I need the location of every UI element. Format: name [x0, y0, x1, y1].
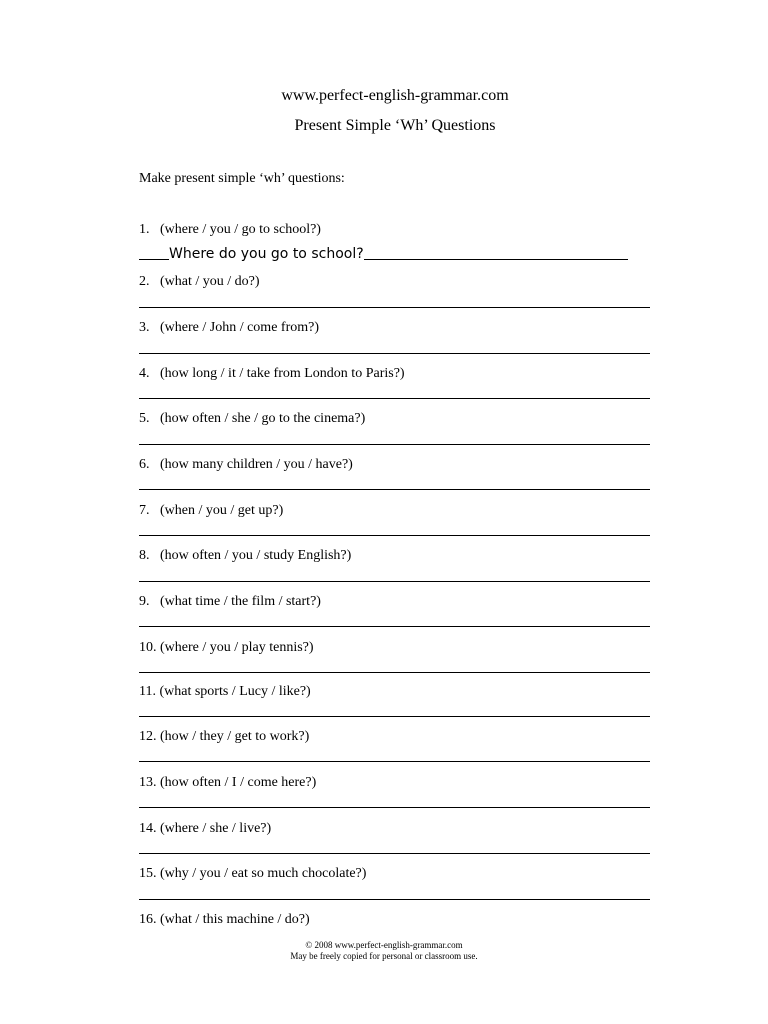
question-prompt: 7. (when / you / get up?) — [139, 503, 284, 518]
footer — [0, 940, 768, 962]
question-prompt: 11. (what sports / Lucy / like?) — [139, 684, 311, 699]
answer-line — [139, 398, 650, 399]
question-prompt: 16. (what / this machine / do?) — [139, 912, 310, 927]
page-title: Present Simple ‘Wh’ Questions — [294, 117, 496, 134]
question-prompt: 3. (where / John / come from?) — [139, 320, 319, 335]
answer-blank-tail — [364, 245, 628, 260]
question-prompt: 13. (how often / I / come here?) — [139, 775, 317, 790]
answer-line — [139, 807, 650, 808]
answer-line — [139, 307, 650, 308]
answer-blank-lead — [139, 245, 169, 260]
answer-line — [139, 581, 650, 582]
answer-line — [139, 444, 650, 445]
question-prompt: 1. (where / you / go to school?) — [139, 222, 321, 237]
example-answer: Where do you go to school? — [169, 246, 364, 262]
question-prompt: 9. (what time / the film / start?) — [139, 594, 321, 609]
answer-line — [139, 353, 650, 354]
question-prompt: 14. (where / she / live?) — [139, 821, 272, 836]
answer-line — [139, 626, 650, 627]
question-prompt: 12. (how / they / get to work?) — [139, 729, 310, 744]
instruction: Make present simple ‘wh’ questions: — [139, 171, 345, 186]
question-prompt: 5. (how often / she / go to the cinema?) — [139, 411, 366, 426]
copyright-notice: © 2008 www.perfect-english-grammar.com — [305, 940, 463, 950]
question-prompt: 8. (how often / you / study English?) — [139, 548, 352, 563]
answer-line — [139, 535, 650, 536]
question-prompt: 2. (what / you / do?) — [139, 274, 260, 289]
answer-line — [139, 899, 650, 900]
answer-line — [139, 761, 650, 762]
answer-line — [139, 716, 650, 717]
license-notice: May be freely copied for personal or classroom use. — [290, 951, 478, 961]
question-prompt: 4. (how long / it / take from London to Paris?) — [139, 366, 405, 381]
answer-line — [139, 489, 650, 490]
question-prompt: 15. (why / you / eat so much chocolate?) — [139, 866, 367, 881]
answer-line — [139, 853, 650, 854]
example-answer-line — [139, 245, 651, 263]
answer-line — [139, 672, 650, 673]
question-prompt: 6. (how many children / you / have?) — [139, 457, 353, 472]
question-prompt: 10. (where / you / play tennis?) — [139, 640, 314, 655]
site-url: www.perfect-english-grammar.com — [281, 87, 509, 104]
